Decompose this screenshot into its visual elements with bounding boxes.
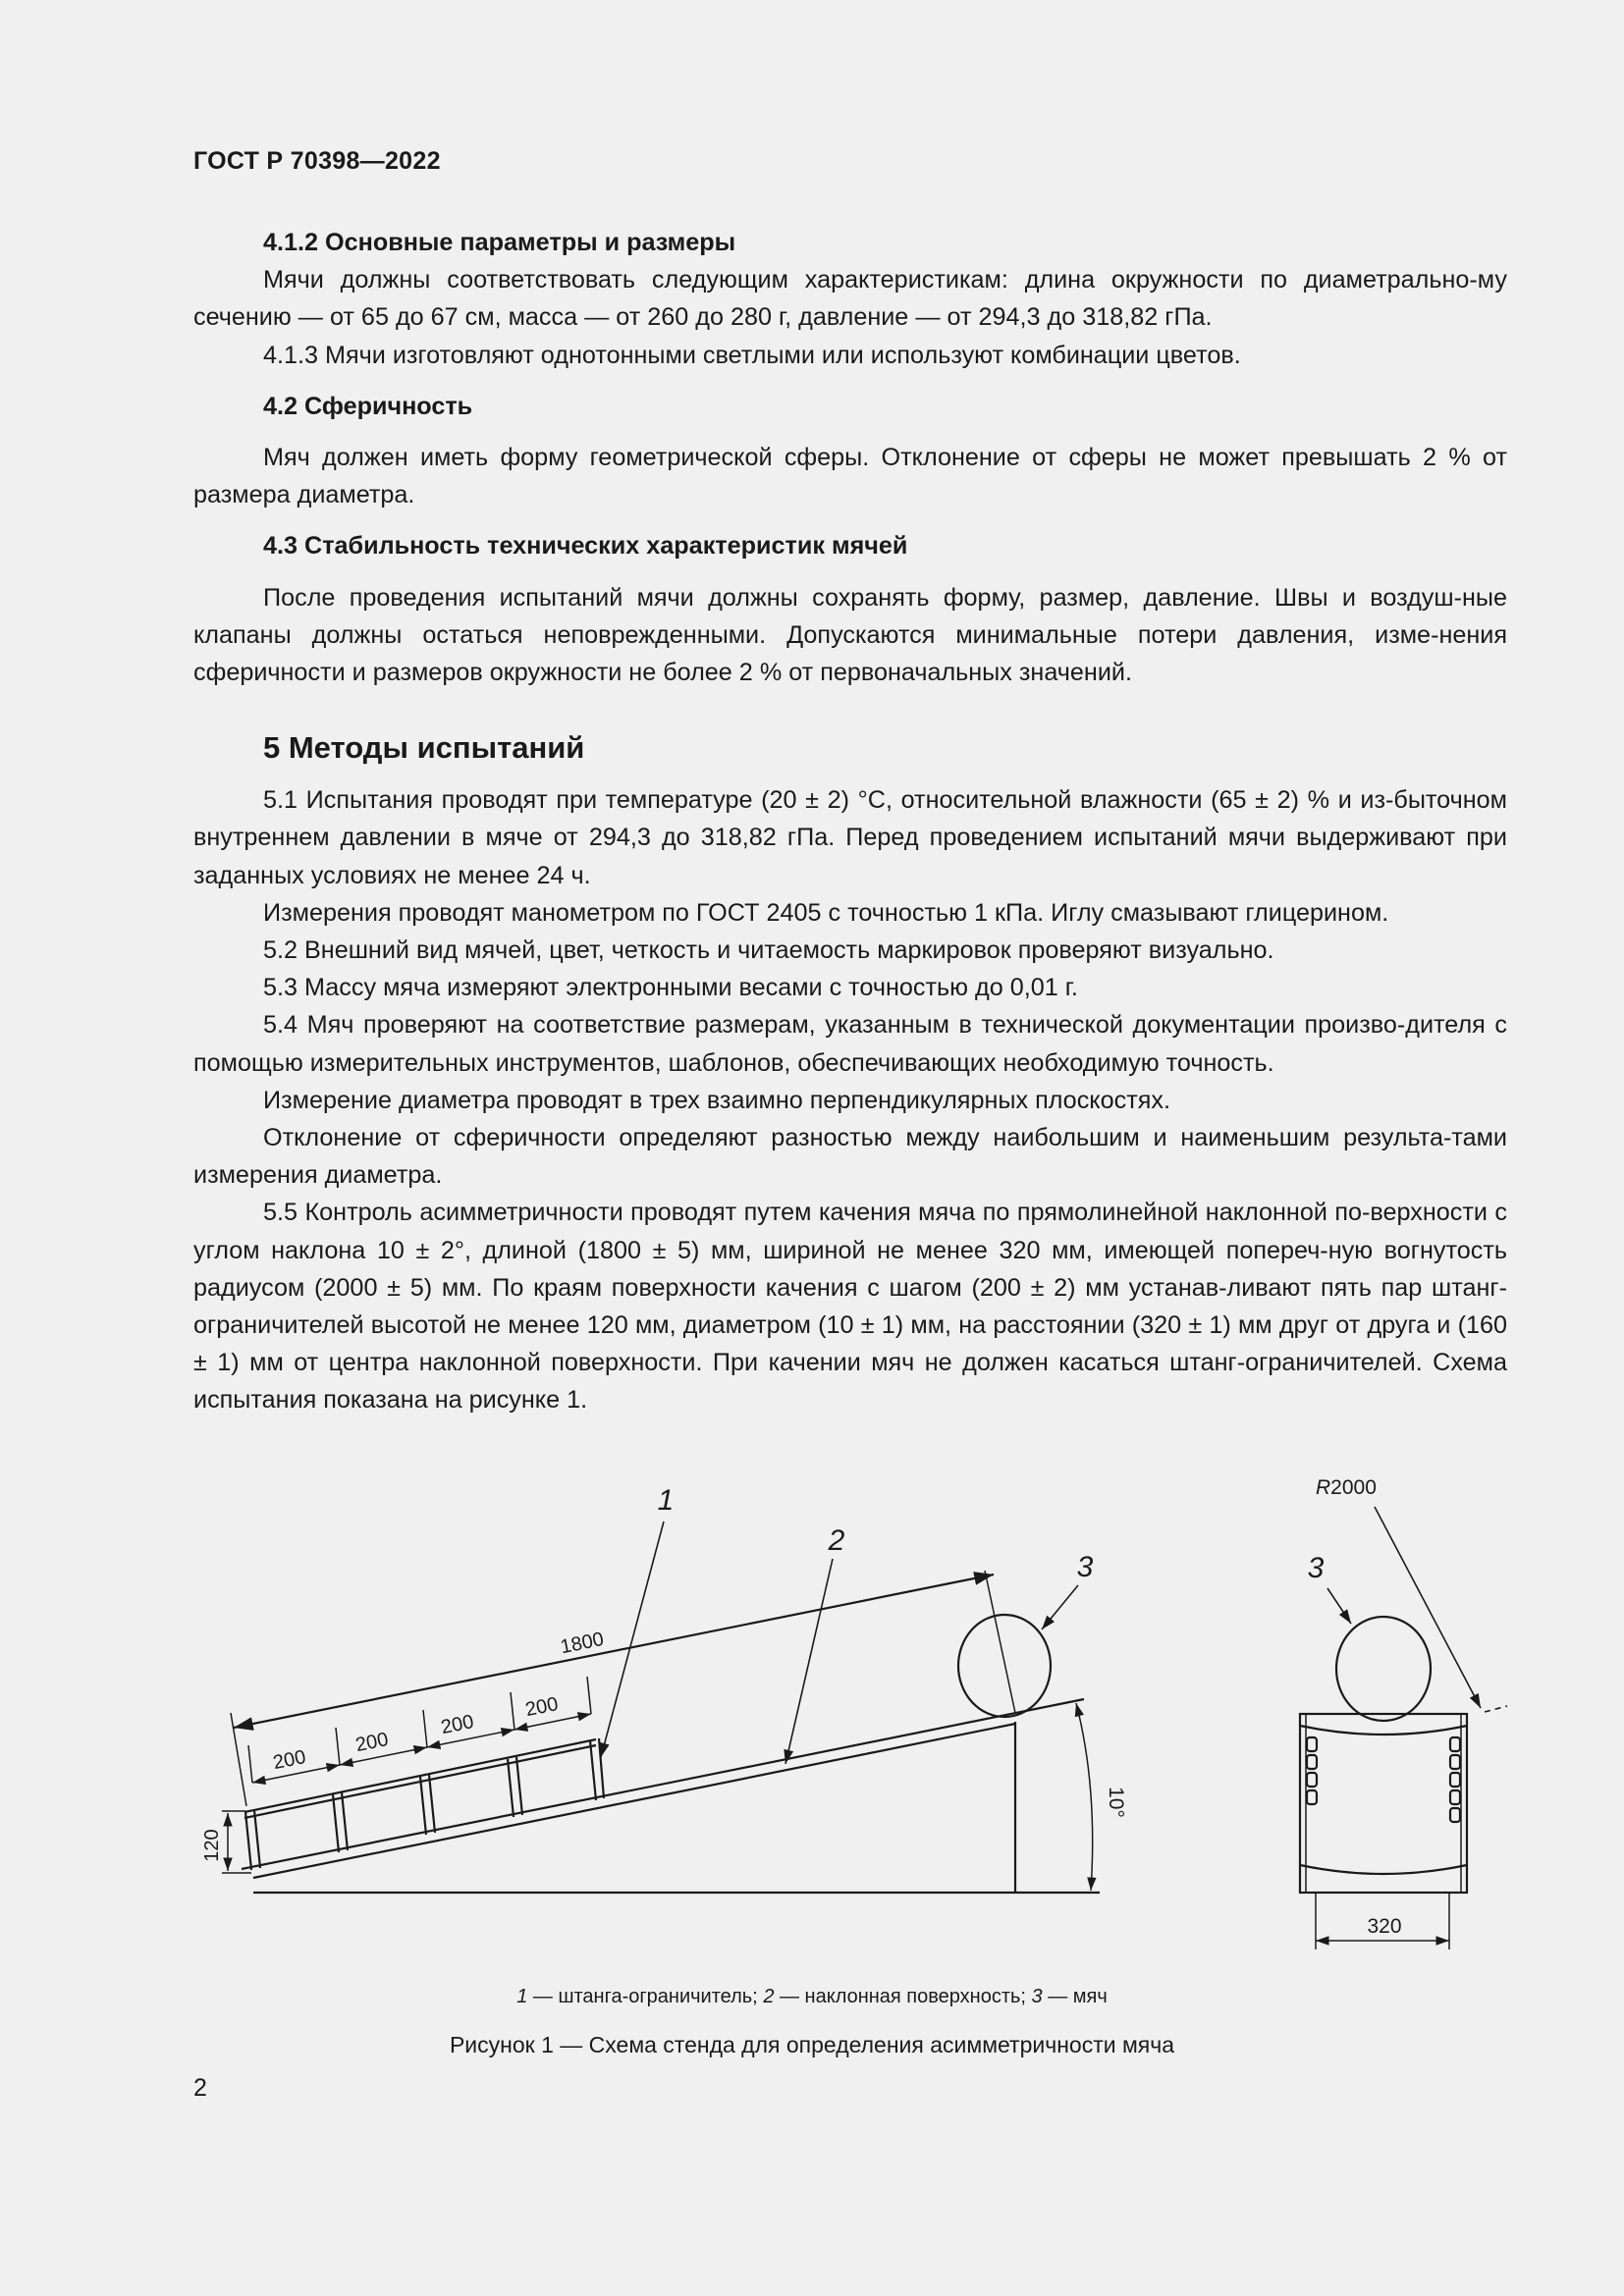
dim-120-label: 120 xyxy=(201,1829,223,1862)
callout-1-leader xyxy=(601,1522,664,1757)
angle-label: 10° xyxy=(1105,1787,1127,1818)
rod xyxy=(420,1775,435,1835)
section-5-4-text: 5.4 Мяч проверяют на соответствие размерам, указанным в технической документации произво-дителя с помощью измерительных инструментов, шаблонов, обеспечивающих необходимую точность. xyxy=(193,1011,1507,1077)
concave-surface xyxy=(1300,1726,1467,1735)
figure-legend: 1 — штанга-ограничитель; 2 — наклонная поверхность; 3 — мяч xyxy=(516,1986,1108,2007)
angle-arc xyxy=(1076,1703,1093,1891)
section-5-4-text-3: Отклонение от сферичности определяют разностью между наибольшим и наименьшим результа-тами измерения диаметра. xyxy=(193,1124,1507,1190)
ball-front xyxy=(1336,1617,1431,1721)
document-header: ГОСТ Р 70398—2022 xyxy=(193,147,441,175)
document-body xyxy=(193,224,1507,1419)
section-4-3-text: После проведения испытаний мячи должны сохранять форму, размер, давление. Швы и воздуш-ные клапаны должны остаться неповрежденными. Допускаются минимальные потери давления, изме-нения сферичности и размеров окружности не более 2 % от первоначальных значений. xyxy=(193,583,1507,687)
section-4-2-text: Мяч должен иметь форму геометрической сферы. Отклонение от сферы не может превышать 2 % от размера диаметра. xyxy=(193,444,1507,509)
section-5-2-text: 5.2 Внешний вид мячей, цвет, четкость и читаемость маркировок проверяют визуально. xyxy=(263,936,1274,965)
section-4-2-title: 4.2 Сферичность xyxy=(263,392,473,420)
section-5-title: 5 Методы испытаний xyxy=(263,730,585,766)
figure-caption: Рисунок 1 — Схема стенда для определения асимметричности мяча xyxy=(449,2032,1175,2057)
inclined-surface-top xyxy=(242,1699,1084,1869)
dim-320-label: 320 xyxy=(1367,1915,1402,1938)
concave-surface-lower xyxy=(1300,1865,1467,1874)
callout-1: 1 xyxy=(657,1484,675,1517)
section-5-3-text: 5.3 Массу мяча измеряют электронными весами с точностью до 0,01 г. xyxy=(263,974,1078,1002)
front-view xyxy=(1300,1476,1507,1949)
callout-3-front-leader xyxy=(1327,1588,1351,1624)
section-5-1-text: 5.1 Испытания проводят при температуре (20 ± 2) °С, относительной влажности (65 ± 2) % и из-быточном внутреннем давлении в мяче от 294,3 до 318,82 гПа. Перед проведением испытаний мячи выдерживают при заданных условиях не менее 24 ч. xyxy=(193,786,1507,889)
rod xyxy=(590,1738,604,1800)
rod xyxy=(508,1757,522,1817)
callout-3-leader xyxy=(1042,1585,1078,1629)
callout-3-front: 3 xyxy=(1307,1552,1325,1584)
page-number: 2 xyxy=(193,2074,207,2102)
dim-1800-label: 1800 xyxy=(558,1628,606,1659)
section-4-1-3-text: 4.1.3 Мячи изготовляют однотонными светлыми или используют комбинации цветов. xyxy=(263,341,1241,369)
section-5-1-text-2: Измерения проводят манометром по ГОСТ 2405 с точностью 1 кПа. Иглу смазывают глицерином. xyxy=(263,898,1389,927)
callout-2-leader xyxy=(785,1559,833,1764)
side-view xyxy=(201,1484,1127,1893)
limiter-rods-left xyxy=(1307,1737,1317,1804)
rod xyxy=(333,1792,348,1852)
section-5-4-text-2: Измерение диаметра проводят в трех взаимно перпендикулярных плоскостях. xyxy=(263,1086,1170,1114)
limiter-rods-right xyxy=(1450,1737,1460,1822)
section-5-5-text: 5.5 Контроль асимметричности проводят путем качения мяча по прямолинейной наклонной по-верхности с углом наклона 10 ± 2°, длиной (1800 ± 5) мм, шириной не менее 320 мм, имеющей попереч-ную вогнутость радиусом (2000 ± 5) мм. По краям поверхности качения с шагом (200 ± 2) мм устанав-ливают пять пар штанг-ограничителей высотой не менее 120 мм, диаметром (10 ± 1) мм, на расстоянии (320 ± 1) мм друг от друга и (160 ± 1) мм от центра наклонной поверхности. При качении мяч не должен касаться штанг-ограничителей. Схема испытания показана на рисунке 1. xyxy=(193,1199,1507,1415)
radius-leader xyxy=(1375,1507,1481,1708)
test-stand-diagram xyxy=(187,1463,1522,1973)
section-4-1-2-text: Мячи должны соответствовать следующим характеристикам: длина окружности по диаметрально-му сечению — от 65 до 67 см, масса — от 260 до 280 г, давление — от 294,3 до 318,82 гПа. xyxy=(193,266,1507,332)
callout-2: 2 xyxy=(828,1524,845,1557)
frame xyxy=(1300,1714,1467,1893)
callout-3: 3 xyxy=(1076,1551,1094,1583)
dim-200-label-1: 200 xyxy=(271,1746,308,1775)
rod xyxy=(245,1810,260,1870)
dim-200-label-4: 200 xyxy=(523,1693,561,1722)
dim-200-label-2: 200 xyxy=(353,1729,391,1757)
section-4-1-2-title: 4.1.2 Основные параметры и размеры xyxy=(263,229,736,256)
radius-label: R2000 xyxy=(1316,1476,1377,1499)
length-dimension xyxy=(231,1571,1015,1806)
dim-200-label-3: 200 xyxy=(439,1711,476,1739)
section-4-3-title: 4.3 Стабильность технических характеристик мячей xyxy=(263,532,908,561)
